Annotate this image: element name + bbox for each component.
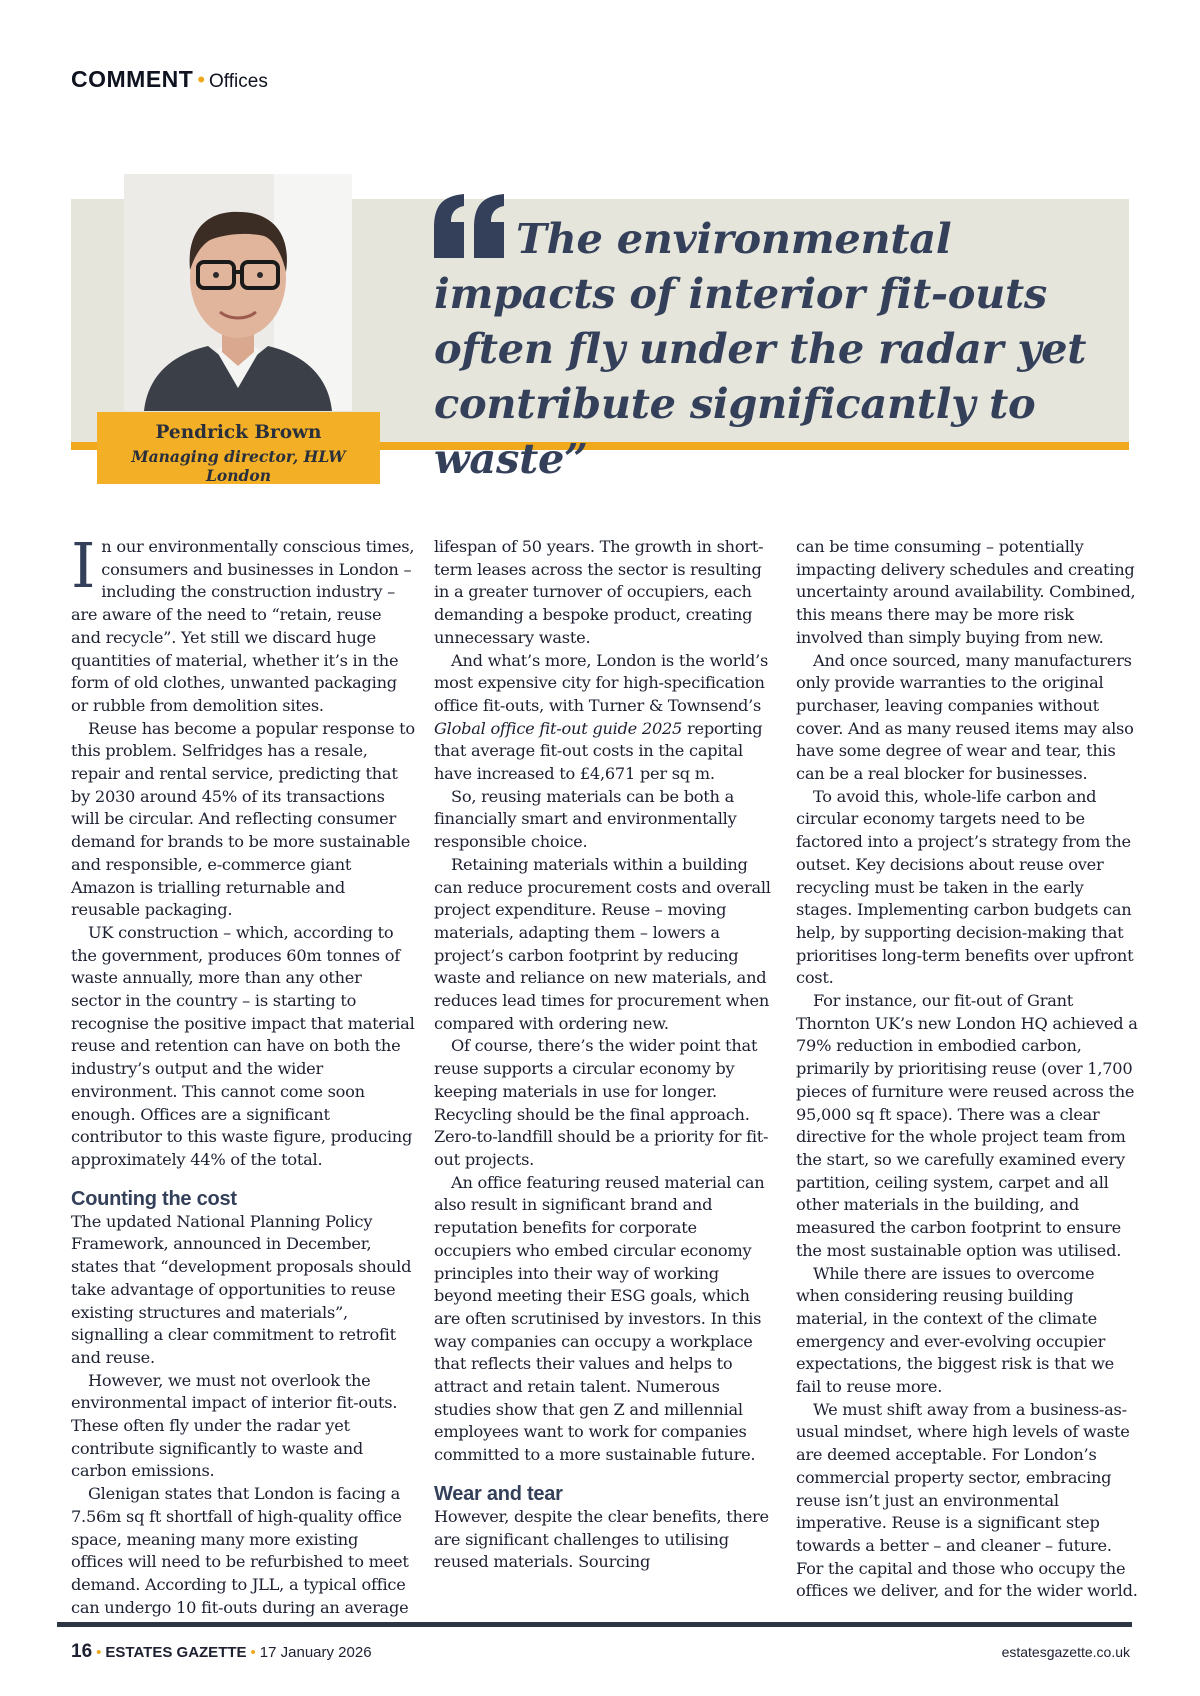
- report-title: Global office fit-out guide 2025: [434, 718, 683, 738]
- article-paragraph: For instance, our fit-out of Grant Thornton UK’s new London HQ achieved a 79% reduction in embodied carbon, primarily by prioritising reuse (over 1,700 pieces of furniture were reused across the 95,000 sq ft space). There was a clear directive for the whole project team from the start, so we carefully examined every partition, ceiling system, carpet and all other materials in the building, and measured the carbon footprint to ensure the most sustainable option was utilised.: [796, 991, 1138, 1260]
- section-label: COMMENT: [71, 66, 194, 92]
- article-paragraph: In our environmentally conscious times, consumers and businesses in London – including the construction industry – are aware of the need to “retain, reuse and recycle”. Yet still we discard huge quantities of material, whether it’s in the form of old clothes, unwanted packaging or rubble from demolition sites.: [71, 529, 415, 715]
- author-portrait: [124, 174, 352, 411]
- article-paragraph: We must shift away from a business-as-usual mindset, where high levels of waste are deemed acceptable. For London’s commercial property sector, embracing reuse isn’t just an environmental imperative. Reuse is a significant step towards a better – and cleaner – future. For the capital and those who occupy the offices we deliver, and for the wider world.: [796, 1399, 1138, 1601]
- section-tag: [71, 66, 268, 93]
- issue-date: 17 January 2026: [259, 1644, 372, 1661]
- article-paragraph: Glenigan states that London is facing a 7.56m sq ft shortfall of high-quality office space, meaning many more existing offices will need to be refurbished to meet demand. According to JLL, a typical office can undergo 10 fit-outs during an average: [71, 1484, 409, 1617]
- footer-rule: [57, 1622, 1132, 1627]
- article-paragraph: While there are issues to overcome when considering reusing building material, in the context of the climate emergency and ever-evolving occupier expectations, the biggest risk is that we fail to reuse more.: [796, 1263, 1115, 1397]
- article-paragraph: The updated National Planning Policy Framework, announced in December, states that “development proposals should take advantage of opportunities to reuse existing structures and materials”, signalling a clear commitment to retrofit and reuse.: [71, 1211, 412, 1367]
- article-paragraph: Of course, there’s the wider point that reuse supports a circular economy by keeping materials in use for longer. Recycling should be the final approach. Zero-to-landfill should be a priority for fit-out projects.: [434, 1036, 769, 1169]
- article-paragraph: And once sourced, many manufacturers only provide warranties to the original purchaser, leaving companies without cover. And as many reused items may also have some degree of wear and tear, this can be a real blocker for businesses.: [796, 650, 1134, 784]
- article-column-2: [434, 536, 778, 1574]
- article-paragraph: Reuse has become a popular response to this problem. Selfridges has a resale, repair and rental service, predicting that by 2030 around 45% of its transactions will be circular. And reflecting consumer demand for brands to be more sustainable and responsible, e-commerce giant Amazon is trialling returnable and reusable packaging.: [71, 718, 415, 920]
- footer-folio: 16 • ESTATES GAZETTE • 17 January 2026: [71, 1641, 372, 1662]
- subsection-label: Offices: [209, 71, 268, 92]
- subheading-wear-and-tear: Wear and tear: [434, 1482, 563, 1505]
- article-paragraph: Retaining materials within a building can reduce procurement costs and overall project expenditure. Reuse – moving materials, adapting them – lowers a project’s carbon footprint by reducing waste and reliance on new materials, and reduces lead times for procurement when compared with ordering new.: [434, 854, 771, 1033]
- article-paragraph: lifespan of 50 years. The growth in short-term leases across the sector is resulting in a greater turnover of occupiers, each demanding a bespoke product, creating unnecessary waste.: [434, 537, 764, 647]
- pull-quote: [434, 211, 1124, 486]
- subheading-counting-the-cost: Counting the cost: [71, 1187, 237, 1210]
- article-column-3: [796, 536, 1140, 1603]
- author-name: Pendrick Brown: [155, 422, 322, 443]
- article-column-1: [71, 529, 415, 1619]
- drop-cap: I: [71, 529, 96, 602]
- author-title: Managing director, HLW London: [131, 447, 346, 485]
- article-paragraph: So, reusing materials can be both a financially smart and environmentally responsible choice.: [434, 786, 737, 852]
- article-paragraph: An office featuring reused material can also result in significant brand and reputation benefits for corporate occupiers who embed circular economy principles into their way of working beyond meeting their ESG goals, which are often scrutinised by investors. In this way companies can occupy a workplace that reflects their values and helps to attract and retain talent. Numerous studies show that gen Z and millennial employees want to work for companies committed to a more sustainable future.: [434, 1172, 765, 1465]
- magazine-name: ESTATES GAZETTE: [105, 1644, 247, 1661]
- footer-url: estatesgazette.co.uk: [1001, 1644, 1130, 1660]
- pull-quote-text: The environmental impacts of interior fit-outs often fly under the radar yet contribute significantly to waste”: [434, 214, 1087, 483]
- article-paragraph: However, despite the clear benefits, there are significant challenges to utilising reused materials. Sourcing: [434, 1506, 769, 1572]
- author-byline: [97, 412, 380, 484]
- article-paragraph: UK construction – which, according to the government, produces 60m tonnes of waste annually, more than any other sector in the country – is starting to recognise the positive impact that material reuse and retention can have on both the industry’s output and the wider environment. This cannot come soon enough. Offices are a significant contributor to this waste figure, producing approximately 44% of the total.: [71, 922, 415, 1169]
- article-paragraph: And what’s more, London is the world’s most expensive city for high-specification office fit-outs, with Turner & Townsend’s Global office fit-out guide 2025 reporting that average fit-out costs in the capital have increased to £4,671 per sq m.: [434, 650, 769, 784]
- page-number: 16: [71, 1641, 93, 1662]
- separator-dot: •: [197, 67, 206, 92]
- article-paragraph: can be time consuming – potentially impacting delivery schedules and creating uncertainty around availability. Combined, this means there may be more risk involved than simply buying from new.: [796, 537, 1136, 647]
- article-paragraph: However, we must not overlook the environmental impact of interior fit-outs. These often fly under the radar yet contribute significantly to waste and carbon emissions.: [71, 1370, 398, 1481]
- article-paragraph: To avoid this, whole-life carbon and circular economy targets need to be factored into a project’s strategy from the outset. Key decisions about reuse over recycling must be taken in the early stages. Implementing carbon budgets can help, by supporting decision-making that prioritises long-term benefits over upfront cost.: [796, 786, 1134, 988]
